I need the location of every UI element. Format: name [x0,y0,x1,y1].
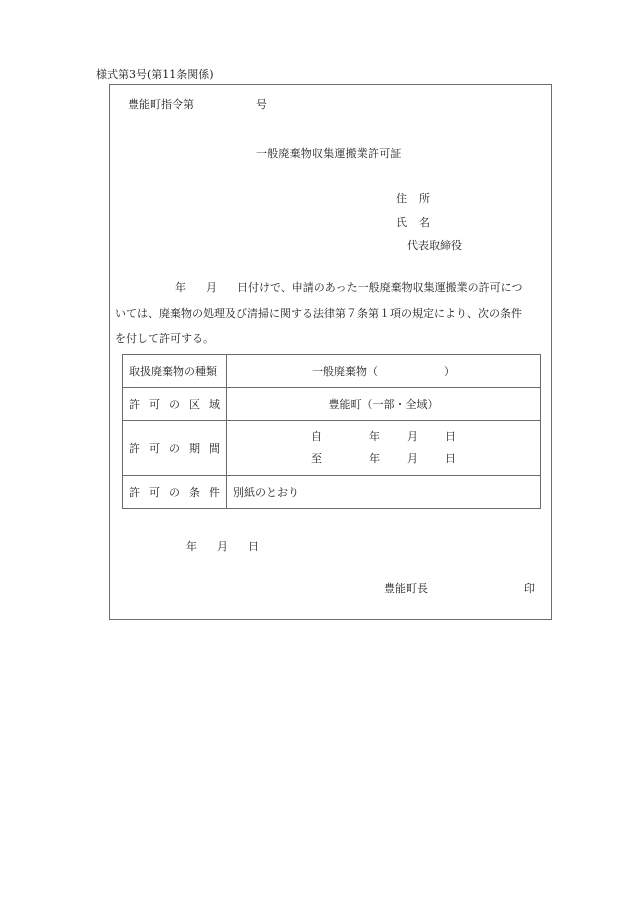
label-char: 許 [129,442,140,455]
page-title: 一般廃棄物収集運搬業許可証 [256,147,402,160]
body-text-line-3: を付して許可する。 [115,332,214,345]
address-label [396,190,430,206]
address-label-char: 住 [396,192,407,205]
body-text-line-1 [115,279,522,295]
period-to-day: 日 [445,452,456,465]
order-number-suffix: 号 [256,98,267,111]
name-label [396,214,430,230]
name-label-char: 名 [419,216,430,229]
label-char: 可 [149,442,160,455]
name-label-char: 氏 [396,216,407,229]
table-row [123,421,541,476]
label-char: 期 [189,442,200,455]
period-to-month: 月 [407,452,418,465]
issue-date-year: 年 [186,540,197,553]
period-to [311,448,456,470]
period-from-marker: 自 [311,430,322,443]
period-dates [311,426,456,470]
label-char: 域 [209,398,220,411]
certificate-frame [109,84,552,620]
period-to-marker: 至 [311,452,322,465]
row-value-period [227,421,541,476]
mayor-signature: 豊能町長 [384,582,428,595]
label-char: 可 [149,486,160,499]
label-char: 許 [129,398,140,411]
permit-conditions-table [122,354,541,509]
row-label-conditions [123,476,227,509]
issue-date-day: 日 [248,540,259,553]
period-from-month: 月 [407,430,418,443]
seal-mark: 印 [524,582,535,595]
label-char: 条 [189,486,200,499]
label-char: 間 [209,442,220,455]
row-label-waste-type: 取扱廃棄物の種類 [123,355,227,388]
issue-date-month: 月 [217,540,228,553]
order-number [128,96,267,112]
label-char: の [169,398,180,411]
representative-label: 代表取締役 [407,239,462,252]
table-row [123,355,541,388]
body-date-year: 年 [175,281,186,294]
table-row [123,388,541,421]
row-value-area: 豊能町（一部・全域） [227,388,541,421]
address-label-char: 所 [419,192,430,205]
label-char: の [169,486,180,499]
period-from-year: 年 [369,430,380,443]
row-label-period [123,421,227,476]
label-char: 可 [149,398,160,411]
period-from [311,426,456,448]
label-char: の [169,442,180,455]
form-number-label: 様式第3号(第11条関係) [96,68,214,81]
body-text-line-2: いては、廃棄物の処理及び清掃に関する法律第７条第１項の規定により、次の条件 [115,307,522,320]
row-value-conditions: 別紙のとおり [227,476,541,509]
period-to-year: 年 [369,452,380,465]
issue-date [186,538,259,554]
row-label-area [123,388,227,421]
label-char: 区 [189,398,200,411]
body-date-month: 月 [206,281,217,294]
row-value-waste-type: 一般廃棄物（ ） [227,355,541,388]
table-row [123,476,541,509]
body-line1-text: 日付けで、申請のあった一般廃棄物収集運搬業の許可につ [237,281,523,294]
label-char: 許 [129,486,140,499]
period-from-day: 日 [445,430,456,443]
order-number-prefix: 豊能町指令第 [128,98,194,111]
label-char: 件 [209,486,220,499]
